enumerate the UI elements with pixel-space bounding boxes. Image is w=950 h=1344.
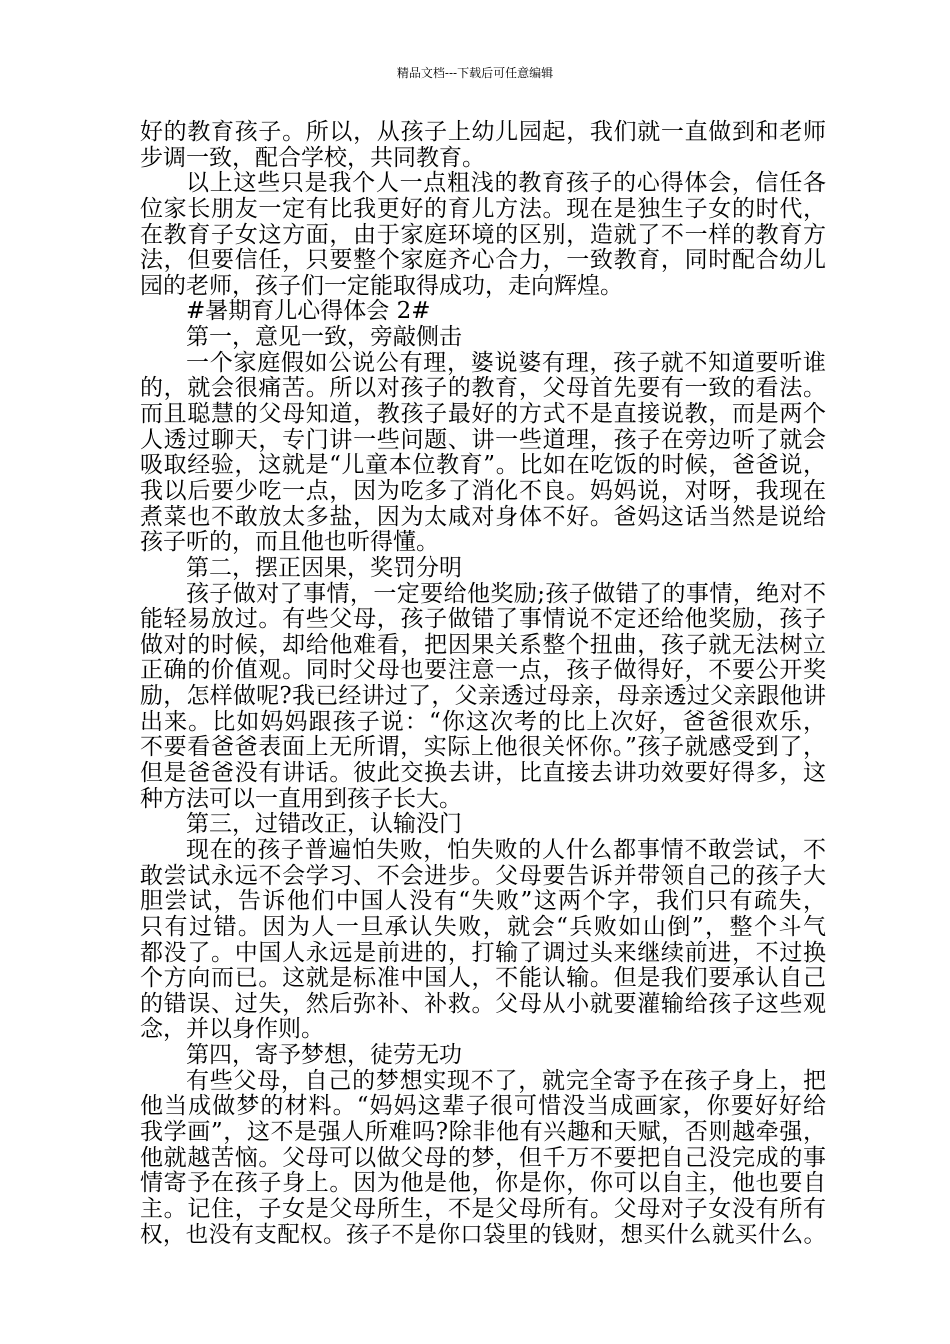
text-line: 他当成做梦的材料。“妈妈这辈子很可惜没当成画家，你要好好给 [140, 1093, 826, 1120]
text-line: 法，但要信任，只要整个家庭齐心合力，一致教育，同时配合幼儿 [140, 247, 826, 274]
text-line: 的错误、过失，然后弥补、补救。父母从小就要灌输给孩子这些观 [140, 990, 826, 1017]
text-line: 煮菜也不敢放太多盐，因为太咸对身体不好。爸妈这话当然是说给 [140, 503, 826, 530]
text-line: 权，也没有支配权。孩子不是你口袋里的钱财，想买什么就买什么。 [140, 1221, 826, 1248]
text-line: 的，就会很痛苦。所以对孩子的教育，父母首先要有一致的看法。 [140, 375, 826, 402]
text-line: 一个家庭假如公说公有理，婆说婆有理，孩子就不知道要听谁 [186, 349, 826, 376]
text-line: 孩子听的，而且他也听得懂。 [140, 529, 439, 556]
text-line: 能轻易放过。有些父母，孩子做错了事情说不定还给他奖励，孩子 [140, 606, 826, 633]
text-line: 在教育子女这方面，由于家庭环境的区别，造就了不一样的教育方 [140, 221, 826, 248]
text-line: 第四，寄予梦想，徒劳无功 [186, 1042, 462, 1069]
text-line: 人透过聊天，专门讲一些问题、讲一些道理，孩子在旁边听了就会 [140, 426, 826, 453]
text-line: 步调一致，配合学校，共同教育。 [140, 144, 485, 171]
text-line: 我学画”，这不是强人所难吗?除非他有兴趣和天赋，否则越牵强， [140, 1118, 826, 1145]
text-line: 现在的孩子普遍怕失败，怕失败的人什么都事情不敢尝试，不 [186, 836, 826, 863]
text-line: #暑期育儿心得体会 2# [186, 298, 431, 325]
text-line: 励，怎样做呢?我已经讲过了，父亲透过母亲，母亲透过父亲跟他讲 [140, 683, 826, 710]
text-line: 但是爸爸没有讲话。彼此交换去讲，比直接去讲功效要好得多，这 [140, 760, 826, 787]
text-line: 只有过错。因为人一旦承认失败，就会“兵败如山倒”，整个斗气 [140, 913, 826, 940]
text-line: 吸取经验，这就是“儿童本位教育”。比如在吃饭的时候，爸爸说， [140, 452, 826, 479]
text-line: 主。记住，子女是父母所生，不是父母所有。父母对子女没有所有 [140, 1195, 826, 1222]
text-line: 第二，摆正因果，奖罚分明 [186, 554, 462, 581]
text-line: 不要看爸爸表面上无所谓，实际上他很关怀你。”孩子就感受到了， [140, 734, 826, 761]
text-line: 好的教育孩子。所以，从孩子上幼儿园起，我们就一直做到和老师 [140, 119, 826, 145]
text-line: 种方法可以一直用到孩子长大。 [140, 785, 462, 812]
text-line: 而且聪慧的父母知道，教孩子最好的方式不是直接说教，而是两个 [140, 401, 826, 428]
text-line: 他就越苦恼。父母可以做父母的梦，但千万不要把自己没完成的事 [140, 1144, 826, 1171]
text-line: 我以后要少吃一点，因为吃多了消化不良。妈妈说，对呀，我现在 [140, 477, 826, 504]
text-line: 以上这些只是我个人一点粗浅的教育孩子的心得体会，信任各 [186, 170, 826, 197]
text-line: 第一，意见一致，旁敲侧击 [186, 324, 462, 351]
text-line: 都没了。中国人永远是前进的，打输了调过头来继续前进，不过换 [140, 939, 826, 966]
text-line: 个方向而已。这就是标准中国人，不能认输。但是我们要承认自己 [140, 965, 826, 992]
text-line: 孩子做对了事情，一定要给他奖励;孩子做错了的事情，绝对不 [186, 580, 826, 607]
text-line: 园的老师，孩子们一定能取得成功，走向辉煌。 [140, 272, 623, 299]
document-body [140, 120, 826, 1248]
text-line: 有些父母，自己的梦想实现不了，就完全寄予在孩子身上，把 [186, 1067, 826, 1094]
text-line: 位家长朋友一定有比我更好的育儿方法。现在是独生子女的时代， [140, 195, 826, 222]
text-line: 出来。比如妈妈跟孩子说：“你这次考的比上次好，爸爸很欢乐， [140, 708, 826, 735]
text-line: 胆尝试，告诉他们中国人没有“失败”这两个字，我们只有疏失， [140, 888, 826, 915]
text-line: 敢尝试永远不会学习、不会进步。父母要告诉并带领自己的孩子大 [140, 862, 826, 889]
text-line: 念，并以身作则。 [140, 1016, 324, 1043]
page-header: 精品文档---下载后可任意编辑 [396, 66, 554, 80]
text-line: 第三，过错改正，认输没门 [186, 811, 462, 838]
text-line: 情寄予在孩子身上。因为他是他，你是你，你可以自主，他也要自 [140, 1170, 826, 1197]
text-line: 正确的价值观。同时父母也要注意一点，孩子做得好，不要公开奖 [140, 657, 826, 684]
text-line: 做对的时候，却给他难看，把因果关系整个扭曲，孩子就无法树立 [140, 631, 826, 658]
